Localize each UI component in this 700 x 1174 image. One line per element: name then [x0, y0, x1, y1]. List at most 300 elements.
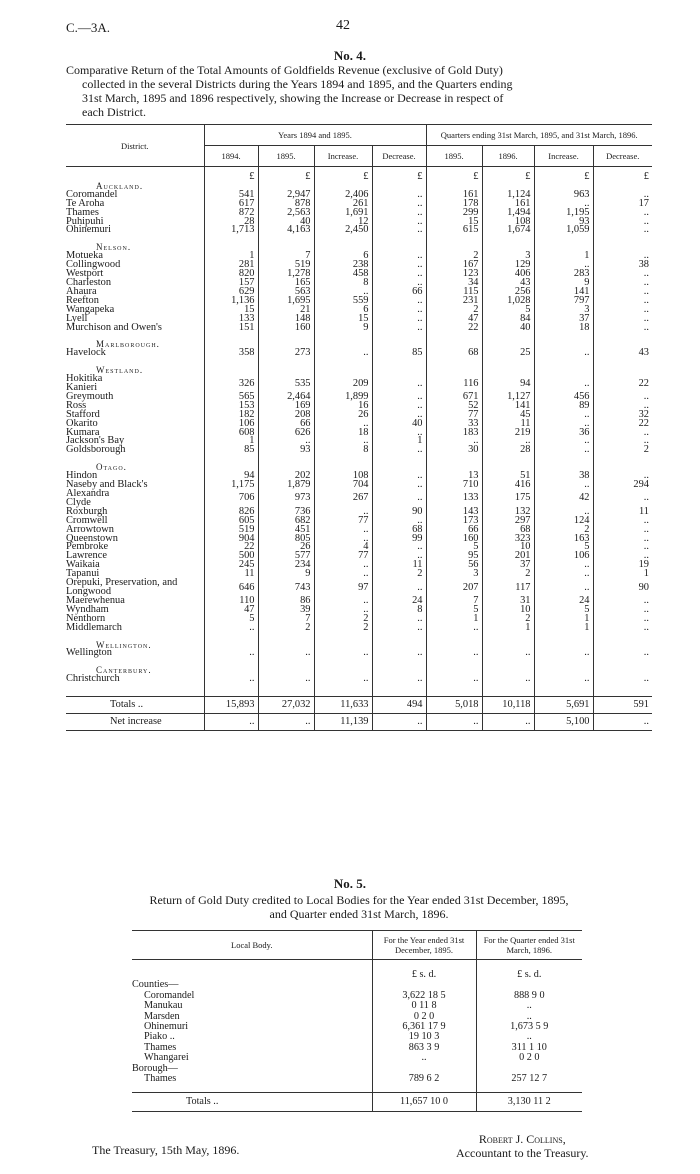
net-increase-row-value: .. — [258, 714, 314, 731]
borough-row — [132, 1074, 582, 1084]
value-cell: 10 — [482, 606, 534, 615]
district-label: Roxburgh — [66, 505, 108, 517]
region-name: Canterbury. — [96, 665, 152, 676]
body-name: Coromandel — [144, 989, 195, 1001]
value-cell: 18 — [314, 429, 372, 438]
value-cell: 28 — [204, 218, 258, 227]
spacer-cell — [258, 684, 314, 697]
body-name: Piako .. — [144, 1031, 175, 1043]
document-reference: C.—3A. — [66, 20, 111, 35]
value-cell: .. — [593, 490, 652, 508]
body-name: Borough— — [132, 1062, 178, 1074]
value-cell: 7 — [258, 252, 314, 261]
body-name: Thames — [144, 1073, 177, 1085]
value-cell: 2 — [314, 624, 372, 633]
value-cell: 106 — [534, 552, 593, 561]
district-name — [66, 621, 204, 633]
table5-title — [66, 893, 652, 921]
value-cell: 6 — [314, 306, 372, 315]
value-cell: 646 — [204, 579, 258, 597]
value-cell: 1 — [372, 437, 426, 446]
value-cell: 682 — [258, 517, 314, 526]
value-cell: 38 — [534, 472, 593, 481]
value-cell: 43 — [482, 279, 534, 288]
value-cell: 1,278 — [258, 270, 314, 279]
value-cell: 77 — [314, 517, 372, 526]
year-value: 863 3 9 — [372, 1043, 476, 1053]
district-row — [66, 270, 652, 279]
value-cell: 133 — [426, 490, 482, 508]
spacer-cell — [426, 633, 482, 641]
year-value: 789 6 2 — [372, 1074, 476, 1084]
value-cell: 22 — [593, 375, 652, 393]
district-label: Motueka — [66, 250, 103, 262]
quarter-value: £ s. d. — [476, 960, 582, 981]
value-cell: 2,450 — [314, 226, 372, 235]
body-name: Whangarei — [144, 1052, 189, 1064]
district-label: Maerewhenua — [66, 594, 125, 606]
spacer-cell — [314, 684, 372, 697]
value-cell: 33 — [426, 420, 482, 429]
spacer-row — [132, 1084, 582, 1093]
value-cell: 4,163 — [258, 226, 314, 235]
value-cell: 1,899 — [314, 393, 372, 402]
value-cell: 31 — [482, 597, 534, 606]
value-cell: .. — [372, 579, 426, 597]
spacer-cell — [593, 455, 652, 463]
value-cell: 1 — [426, 615, 482, 624]
district-label: Reefton — [66, 294, 99, 306]
value-cell: 160 — [426, 535, 482, 544]
value-cell: 1,127 — [482, 393, 534, 402]
value-cell: 45 — [482, 411, 534, 420]
spacer-cell — [593, 658, 652, 666]
value-cell: 201 — [482, 552, 534, 561]
value-cell: 820 — [204, 270, 258, 279]
totals-row-value: 27,032 — [258, 697, 314, 714]
district-label: Waikaia — [66, 559, 100, 571]
value-cell: 56 — [426, 561, 482, 570]
year-value: 19 10 3 — [372, 1032, 476, 1042]
value-cell: 2,406 — [314, 191, 372, 200]
value-cell: 615 — [426, 226, 482, 235]
empty-cell — [482, 366, 534, 375]
value-cell: 66 — [258, 420, 314, 429]
quarter-value: 3,130 11 2 — [476, 1093, 582, 1112]
value-cell: 1 — [593, 570, 652, 579]
quarter-value: .. — [476, 1001, 582, 1011]
spacer-cell — [426, 358, 482, 366]
value-cell: 500 — [204, 552, 258, 561]
value-cell: 90 — [372, 508, 426, 517]
value-cell: 66 — [372, 288, 426, 297]
value-cell: 182 — [204, 411, 258, 420]
body-name: Marsden — [144, 1010, 180, 1022]
totals-row-label: Totals .. — [110, 698, 144, 710]
spacer-cell — [204, 633, 258, 641]
value-cell: .. — [593, 270, 652, 279]
spacer-cell — [482, 455, 534, 463]
value-cell: .. — [426, 437, 482, 446]
value-cell: 7 — [258, 615, 314, 624]
value-cell: .. — [372, 375, 426, 393]
value-cell: 175 — [482, 490, 534, 508]
value-cell: 710 — [426, 481, 482, 490]
value-cell: .. — [314, 675, 372, 684]
goldfields-revenue-table — [66, 124, 652, 731]
value-cell: 16 — [314, 402, 372, 411]
value-cell: .. — [372, 261, 426, 270]
value-cell: 5 — [534, 543, 593, 552]
value-cell: 11 — [204, 570, 258, 579]
value-cell: 141 — [534, 288, 593, 297]
year-value: 0 11 8 — [372, 1001, 476, 1011]
district-label: Westport — [66, 268, 104, 280]
quarter-value: 888 9 0 — [476, 991, 582, 1001]
value-cell: 406 — [482, 270, 534, 279]
district-label-2: Kanieri — [66, 382, 98, 394]
value-cell: 297 — [482, 517, 534, 526]
spacer-cell — [482, 235, 534, 243]
district-label: Charleston — [66, 276, 112, 288]
totals-row-value: 15,893 — [204, 697, 258, 714]
district-row — [66, 481, 652, 490]
value-cell: .. — [314, 288, 372, 297]
net-increase-row-value: .. — [372, 714, 426, 731]
value-cell: 1,691 — [314, 209, 372, 218]
value-cell: 94 — [482, 375, 534, 393]
spacer-row — [66, 358, 652, 366]
value-cell: 299 — [426, 209, 482, 218]
column-header: Decrease. — [593, 146, 652, 167]
value-cell: 608 — [204, 429, 258, 438]
spacer-cell — [534, 358, 593, 366]
value-cell: .. — [372, 191, 426, 200]
spacer-cell — [482, 658, 534, 666]
spacer-cell — [314, 235, 372, 243]
value-cell: .. — [372, 200, 426, 209]
value-cell: .. — [426, 649, 482, 658]
value-cell: 26 — [314, 411, 372, 420]
value-cell: 797 — [534, 297, 593, 306]
value-cell: .. — [314, 535, 372, 544]
district-row — [66, 561, 652, 570]
totals-row — [66, 697, 652, 714]
value-cell: 116 — [426, 375, 482, 393]
value-cell: .. — [593, 624, 652, 633]
value-cell: .. — [258, 675, 314, 684]
value-cell: 1 — [534, 252, 593, 261]
body-name: Counties— — [132, 979, 179, 991]
column-header: Increase. — [314, 146, 372, 167]
value-cell: 541 — [204, 191, 258, 200]
value-cell: .. — [372, 615, 426, 624]
value-cell: 2 — [258, 624, 314, 633]
value-cell: 3 — [534, 306, 593, 315]
value-cell: 15 — [426, 218, 482, 227]
value-cell: .. — [314, 508, 372, 517]
district-label: Hindon — [66, 470, 98, 482]
value-cell: 42 — [534, 490, 593, 508]
district-label: Puhipuhi — [66, 215, 104, 227]
net-increase-row-label: Net increase — [110, 715, 162, 727]
value-cell: 43 — [593, 349, 652, 358]
county-row — [132, 1053, 582, 1063]
spacer-cell — [534, 455, 593, 463]
spacer-cell — [593, 332, 652, 340]
value-cell: 4 — [314, 543, 372, 552]
value-cell: 151 — [204, 324, 258, 333]
district-row — [66, 649, 652, 658]
spacer-cell — [534, 633, 593, 641]
value-cell: 451 — [258, 526, 314, 535]
empty-cell — [258, 366, 314, 375]
value-cell: .. — [314, 561, 372, 570]
value-cell: 11 — [593, 508, 652, 517]
value-cell: 326 — [204, 375, 258, 393]
value-cell: 7 — [426, 597, 482, 606]
value-cell: 805 — [258, 535, 314, 544]
value-cell: .. — [593, 402, 652, 411]
spacer-cell — [426, 455, 482, 463]
district-row — [66, 279, 652, 288]
value-cell: 1,494 — [482, 209, 534, 218]
value-cell: 9 — [534, 279, 593, 288]
value-cell: 281 — [204, 261, 258, 270]
district-row — [66, 597, 652, 606]
value-cell: 133 — [204, 315, 258, 324]
value-cell: 30 — [426, 446, 482, 455]
value-cell: 26 — [258, 543, 314, 552]
value-cell: 15 — [204, 306, 258, 315]
value-cell: .. — [534, 261, 593, 270]
net-increase-row-value: .. — [426, 714, 482, 731]
spacer-cell — [314, 358, 372, 366]
body-name: Manukau — [144, 1000, 183, 1012]
value-cell: 85 — [204, 446, 258, 455]
value-cell: 2,947 — [258, 191, 314, 200]
value-cell: 8 — [314, 279, 372, 288]
district-label: Alexandra — [66, 488, 110, 499]
signatory-title: Accountant to the Treasury. — [456, 1146, 589, 1160]
spacer-cell — [534, 332, 593, 340]
value-cell: .. — [593, 297, 652, 306]
table4-number: No. 4. — [333, 48, 367, 63]
value-cell: 2 — [426, 252, 482, 261]
spacer-cell — [372, 684, 426, 697]
value-cell: 13 — [426, 472, 482, 481]
value-cell: 519 — [204, 526, 258, 535]
table4-title-line3: 31st March, 1895 and 1896 respectively, showing the Increase or Decrease in respect of — [82, 91, 504, 105]
value-cell: 86 — [258, 597, 314, 606]
value-cell: 77 — [314, 552, 372, 561]
district-label-2: Longwood — [66, 585, 112, 597]
value-cell: 38 — [593, 261, 652, 270]
value-cell: 141 — [482, 402, 534, 411]
value-cell: .. — [372, 402, 426, 411]
spacer-cell — [593, 358, 652, 366]
empty-cell — [372, 366, 426, 375]
year-value — [372, 1084, 476, 1093]
value-cell: .. — [534, 411, 593, 420]
value-cell: 89 — [534, 402, 593, 411]
value-cell: .. — [314, 649, 372, 658]
district-label: Ross — [66, 399, 87, 411]
value-cell: 973 — [258, 490, 314, 508]
district-name — [66, 321, 204, 333]
value-cell: 273 — [258, 349, 314, 358]
region-row — [66, 243, 652, 252]
net-increase-row-value: .. — [204, 714, 258, 731]
value-cell: .. — [372, 315, 426, 324]
value-cell: 85 — [372, 349, 426, 358]
value-cell: 6 — [314, 252, 372, 261]
district-label: Orepuki, Preservation, and — [66, 577, 178, 589]
value-cell: 115 — [426, 288, 482, 297]
value-cell: 108 — [314, 472, 372, 481]
value-cell: 129 — [482, 261, 534, 270]
value-cell: 148 — [258, 315, 314, 324]
column-header: Decrease. — [372, 146, 426, 167]
value-cell: .. — [593, 226, 652, 235]
value-cell: 143 — [426, 508, 482, 517]
value-cell: .. — [534, 200, 593, 209]
value-cell: 2 — [593, 446, 652, 455]
district-label: Ohinemuri — [66, 224, 112, 236]
value-cell: .. — [593, 597, 652, 606]
district-row — [66, 624, 652, 633]
district-row — [66, 615, 652, 624]
value-cell: 18 — [534, 324, 593, 333]
page-header — [0, 0, 700, 40]
district-label: Thames — [66, 206, 99, 218]
signatory-name: Robert J. Collins, — [478, 1132, 566, 1146]
value-cell: 238 — [314, 261, 372, 270]
currency-cell: £ — [534, 167, 593, 182]
spacer-cell — [482, 633, 534, 641]
district-row — [66, 552, 652, 561]
value-cell: 878 — [258, 200, 314, 209]
value-cell: .. — [593, 615, 652, 624]
value-cell: 2 — [372, 570, 426, 579]
quarter-header: For the Quarter ended 31st March, 1896. — [476, 931, 582, 960]
body-name: Totals .. — [186, 1096, 219, 1108]
spacer-cell — [66, 684, 204, 697]
value-cell: .. — [372, 481, 426, 490]
district-label: Ahaura — [66, 285, 97, 297]
value-cell: .. — [593, 472, 652, 481]
region-row — [66, 641, 652, 650]
district-label: Havelock — [66, 347, 106, 359]
value-cell: 1,028 — [482, 297, 534, 306]
district-label: Naseby and Black's — [66, 479, 148, 491]
value-cell: 2,464 — [258, 393, 314, 402]
value-cell: .. — [534, 570, 593, 579]
value-cell: .. — [534, 508, 593, 517]
units-row — [132, 960, 582, 981]
value-cell: 110 — [204, 597, 258, 606]
net-increase-row-value: 11,139 — [314, 714, 372, 731]
value-cell: .. — [534, 446, 593, 455]
spacer-cell — [426, 658, 482, 666]
year-value: 3,622 18 5 — [372, 991, 476, 1001]
value-cell: 93 — [258, 446, 314, 455]
region-name: Wellington. — [96, 639, 152, 650]
value-cell: 563 — [258, 288, 314, 297]
value-cell: 519 — [258, 261, 314, 270]
year-value: 0 2 0 — [372, 1012, 476, 1022]
district-label: Nenthorn — [66, 612, 106, 624]
spacer-cell — [258, 658, 314, 666]
table4-title-line1: Comparative Return of the Total Amounts of Goldfields Revenue (exclusive of Gold Duty) — [66, 63, 503, 77]
district-label: Murchison and Owen's — [66, 321, 162, 333]
totals-row-value: 494 — [372, 697, 426, 714]
spacer-cell — [314, 633, 372, 641]
region-row — [66, 340, 652, 349]
value-cell: .. — [372, 411, 426, 420]
value-cell: 24 — [372, 597, 426, 606]
value-cell: 8 — [372, 606, 426, 615]
value-cell: 9 — [314, 324, 372, 333]
value-cell: .. — [593, 535, 652, 544]
spacer-cell — [258, 358, 314, 366]
value-cell: .. — [372, 429, 426, 438]
value-cell: 24 — [534, 597, 593, 606]
spacer-cell — [204, 332, 258, 340]
spacer-row — [66, 455, 652, 463]
district-label: Coromandel — [66, 188, 118, 200]
value-cell: 95 — [426, 552, 482, 561]
value-cell: 161 — [426, 191, 482, 200]
value-cell: 704 — [314, 481, 372, 490]
value-cell: 39 — [258, 606, 314, 615]
value-cell: 1 — [204, 437, 258, 446]
value-cell: .. — [372, 270, 426, 279]
value-cell: 2 — [426, 306, 482, 315]
value-cell: 3 — [482, 252, 534, 261]
value-cell: 283 — [534, 270, 593, 279]
value-cell: .. — [372, 297, 426, 306]
value-cell: .. — [372, 675, 426, 684]
spacer-cell — [593, 633, 652, 641]
column-header: 1895. — [258, 146, 314, 167]
value-cell: 90 — [593, 579, 652, 597]
value-cell: .. — [593, 429, 652, 438]
value-cell: 2,563 — [258, 209, 314, 218]
district-label: Lawrence — [66, 550, 107, 562]
value-cell: 68 — [372, 526, 426, 535]
county-row — [132, 1001, 582, 1011]
value-cell: 173 — [426, 517, 482, 526]
year-value: .. — [372, 1053, 476, 1063]
value-cell: 32 — [593, 411, 652, 420]
value-cell: .. — [534, 420, 593, 429]
spacer-cell — [372, 332, 426, 340]
value-cell: 22 — [204, 543, 258, 552]
value-cell: .. — [593, 218, 652, 227]
value-cell: .. — [593, 543, 652, 552]
region-row — [66, 366, 652, 375]
spacer-row — [66, 658, 652, 666]
value-cell: 267 — [314, 490, 372, 508]
district-label: Collingwood — [66, 259, 121, 271]
district-name — [66, 446, 204, 455]
blank-cell — [66, 167, 204, 182]
value-cell: 629 — [204, 288, 258, 297]
value-cell: .. — [258, 437, 314, 446]
spacer-cell — [372, 455, 426, 463]
value-cell: 207 — [426, 579, 482, 597]
